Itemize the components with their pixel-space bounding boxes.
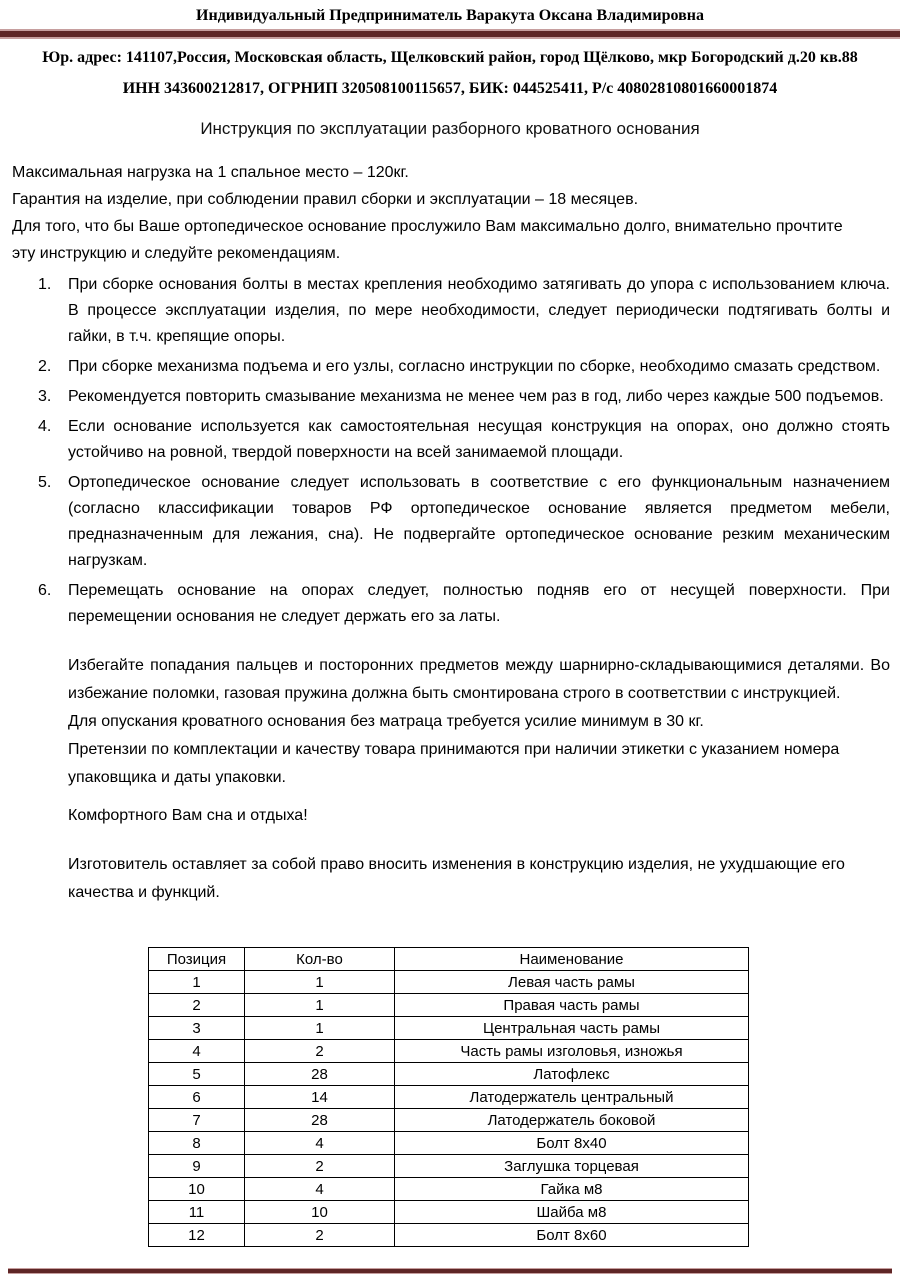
table-cell: Шайба м8 — [395, 1201, 749, 1224]
table-cell: 1 — [245, 994, 395, 1017]
disclaimer: Изготовитель оставляет за собой право вносить изменения в конструкцию изделия, не ухудшающие его качества и функций. — [68, 856, 845, 901]
table-cell: 28 — [245, 1109, 395, 1132]
table-cell: Часть рамы изголовья, изножья — [395, 1040, 749, 1063]
table-cell: Заглушка торцевая — [395, 1155, 749, 1178]
table-cell: Болт 8х40 — [395, 1132, 749, 1155]
parts-table — [148, 947, 749, 1247]
table-cell: 9 — [149, 1155, 245, 1178]
table-cell: 2 — [245, 1155, 395, 1178]
rules-list — [38, 272, 890, 630]
table-cell: 10 — [245, 1201, 395, 1224]
rule-text: Перемещать основание на опорах следует, полностью подняв его от несущей поверхности. При перемещении основания не следует держать его за латы. — [68, 582, 890, 625]
legal-address: Юр. адрес: 141107,Россия, Московская область, Щелковский район, город Щёлково, мкр Богородский д.20 кв.88 — [42, 49, 858, 66]
table-cell: Латодержатель боковой — [395, 1109, 749, 1132]
table-cell: Правая часть рамы — [395, 994, 749, 1017]
table-row — [149, 1063, 749, 1086]
table-cell: 4 — [149, 1040, 245, 1063]
notes-paragraphs — [68, 652, 890, 792]
rule-item — [38, 272, 890, 350]
intro-paragraph: Для того, что бы Ваше ортопедическое основание прослужило Вам максимально долго, внимательно прочтите эту инструкцию и следуйте рекомендациям. — [12, 218, 843, 262]
table-cell: Латофлекс — [395, 1063, 749, 1086]
footer-rule — [8, 1268, 892, 1274]
rule-text: При сборке основания болты в местах крепления необходимо затягивать до упора с использованием ключа. В процессе эксплуатации изделия, по мере необходимости, следует периодически подтягивать болты и гайки, в т.ч. крепящие опоры. — [68, 276, 890, 345]
rule-text: Рекомендуется повторить смазывание механизма не менее чем раз в год, либо через каждые 500 подъемов. — [68, 388, 884, 405]
table-cell: 8 — [149, 1132, 245, 1155]
table-row — [149, 1155, 749, 1178]
bank-requisites: ИНН 343600212817, ОГРНИП 320508100115657, БИК: 044525411, Р/с 40802810801660001874 — [122, 80, 778, 97]
table-row — [149, 971, 749, 994]
rule-text: Если основание используется как самостоятельная несущая конструкция на опорах, оно должно стоять устойчиво на ровной, твердой поверхности на всей занимаемой площади. — [68, 418, 890, 461]
rule-number: 2. — [38, 358, 52, 375]
rule-item — [38, 470, 890, 574]
note-paragraph: Избегайте попадания пальцев и посторонних предметов между шарнирно-складывающимися деталями. Во избежание поломки, газовая пружина должна быть смонтирована строго в соответствии с инструкцией. — [68, 657, 890, 702]
table-cell: 1 — [149, 971, 245, 994]
rule-item — [38, 384, 890, 410]
column-header: Кол-во — [245, 948, 395, 971]
table-cell: 14 — [245, 1086, 395, 1109]
parts-table-header-row — [149, 948, 749, 971]
table-cell: 28 — [245, 1063, 395, 1086]
table-row — [149, 1224, 749, 1247]
table-cell: 2 — [245, 1040, 395, 1063]
table-cell: Латодержатель центральный — [395, 1086, 749, 1109]
column-header: Позиция — [149, 948, 245, 971]
table-cell: 2 — [245, 1224, 395, 1247]
page-title: Инструкция по эксплуатации разборного кроватного основания — [200, 119, 700, 138]
rule-number: 1. — [38, 276, 52, 293]
table-cell: 5 — [149, 1063, 245, 1086]
table-cell: 4 — [245, 1132, 395, 1155]
table-cell: 11 — [149, 1201, 245, 1224]
table-cell: 3 — [149, 1017, 245, 1040]
table-cell: 2 — [149, 994, 245, 1017]
table-cell: 12 — [149, 1224, 245, 1247]
table-row — [149, 1086, 749, 1109]
table-row — [149, 1017, 749, 1040]
table-cell: Гайка м8 — [395, 1178, 749, 1201]
table-row — [149, 1201, 749, 1224]
rule-number: 4. — [38, 418, 52, 435]
table-row — [149, 1040, 749, 1063]
rule-number: 6. — [38, 582, 52, 599]
intro-paragraph: Максимальная нагрузка на 1 спальное место – 120кг. — [12, 164, 409, 181]
intro-paragraph: Гарантия на изделие, при соблюдении правил сборки и эксплуатации – 18 месяцев. — [12, 191, 639, 208]
table-cell: Центральная часть рамы — [395, 1017, 749, 1040]
rule-item — [38, 354, 890, 380]
intro-paragraphs — [12, 159, 870, 267]
note-paragraph: Претензии по комплектации и качеству товара принимаются при наличии этикетки с указанием номера упаковщика и даты упаковки. — [68, 741, 840, 786]
column-header: Наименование — [395, 948, 749, 971]
table-cell: 4 — [245, 1178, 395, 1201]
table-cell: Левая часть рамы — [395, 971, 749, 994]
rule-text: При сборке механизма подъема и его узлы, согласно инструкции по сборке, необходимо смазать средством. — [68, 358, 881, 375]
table-cell: Болт 8х60 — [395, 1224, 749, 1247]
rule-number: 3. — [38, 388, 52, 405]
table-cell: 1 — [245, 1017, 395, 1040]
table-row — [149, 994, 749, 1017]
table-cell: 6 — [149, 1086, 245, 1109]
table-row — [149, 1109, 749, 1132]
table-row — [149, 1132, 749, 1155]
rule-text: Ортопедическое основание следует использовать в соответствие с его функциональным назначением (согласно классификации товаров РФ ортопедическое основание является предметом мебели, предназначенным для лежания, сна). Не подвергайте ортопедическое основание резким механическим нагрузкам. — [68, 474, 890, 569]
parts-table-body — [149, 971, 749, 1247]
table-cell: 10 — [149, 1178, 245, 1201]
rule-number: 5. — [38, 474, 52, 491]
table-row — [149, 1178, 749, 1201]
rule-item — [38, 578, 890, 630]
wish-line: Комфортного Вам сна и отдыха! — [68, 807, 308, 824]
company-name: Индивидуальный Предприниматель Варакута Оксана Владимировна — [196, 7, 704, 24]
table-cell: 7 — [149, 1109, 245, 1132]
header-rule — [0, 29, 900, 39]
rule-item — [38, 414, 890, 466]
note-paragraph: Для опускания кроватного основания без матраца требуется усилие минимум в 30 кг. — [68, 713, 704, 730]
table-cell: 1 — [245, 971, 395, 994]
